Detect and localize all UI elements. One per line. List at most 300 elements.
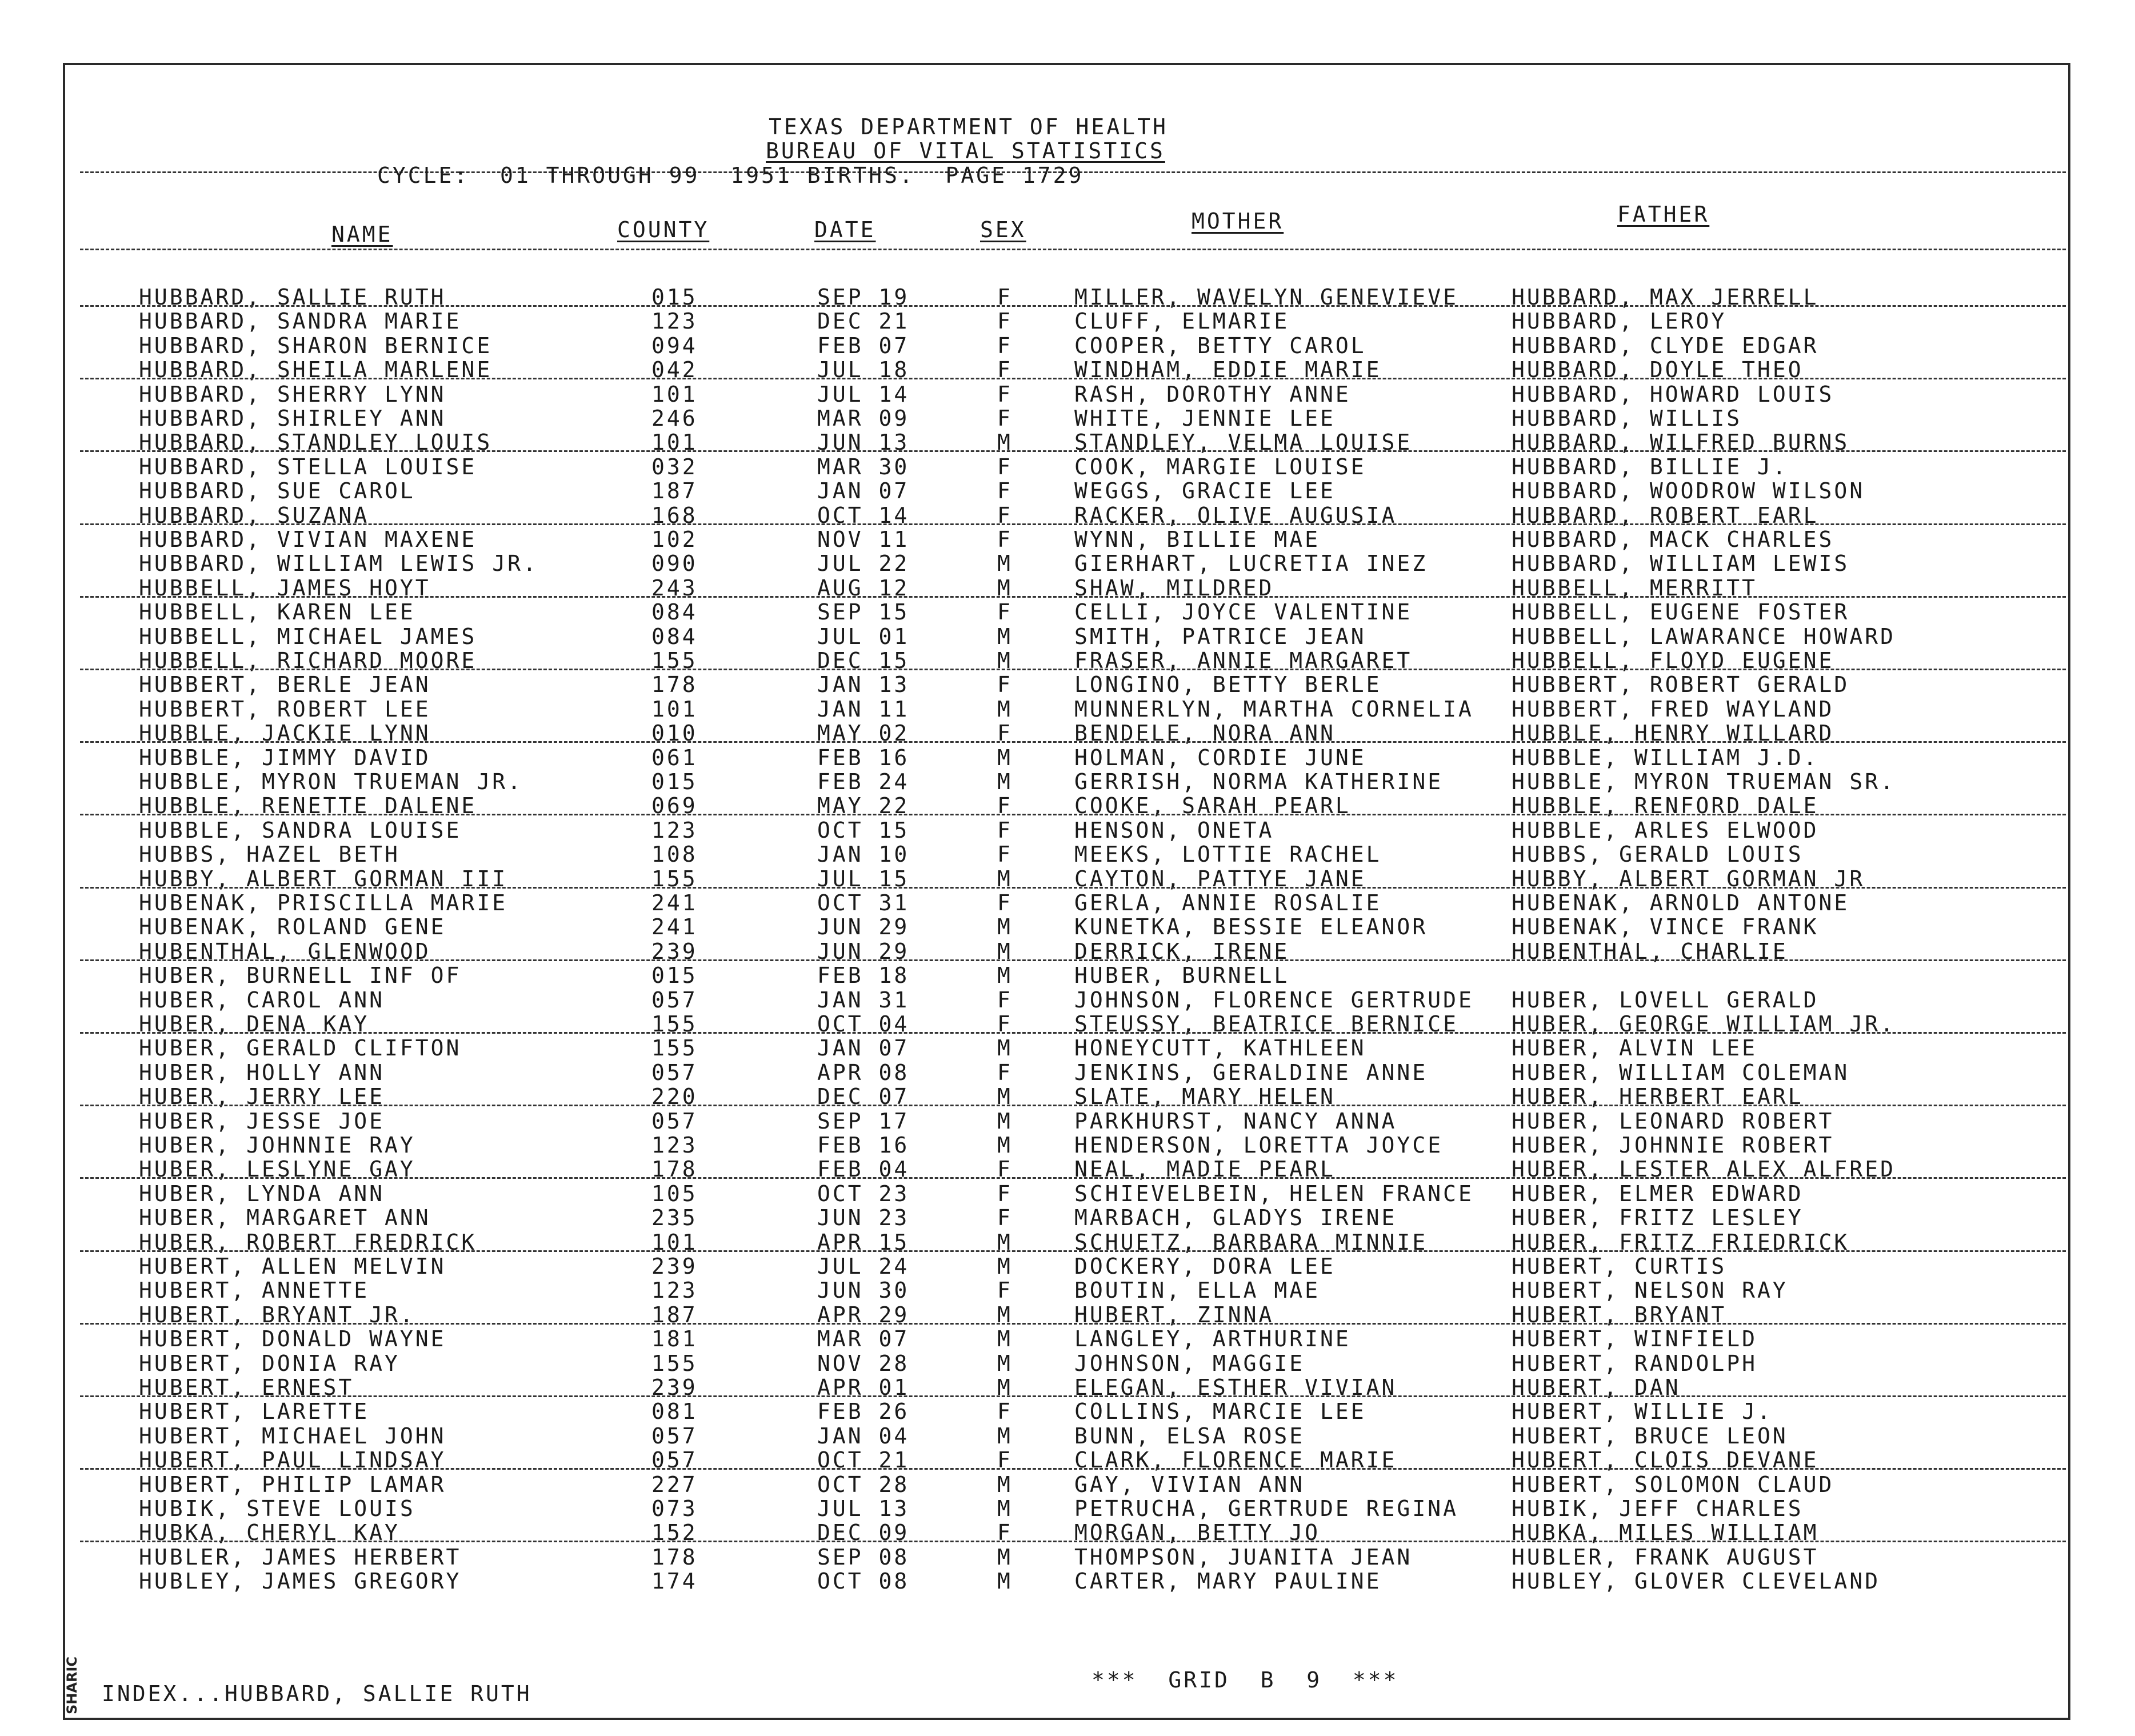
cell-sex: M bbox=[997, 696, 1013, 722]
cell-date: FEB 16 bbox=[817, 1133, 910, 1158]
cell-date: MAR 07 bbox=[817, 1326, 910, 1352]
cell-father: HUBERT, CURTIS bbox=[1512, 1254, 1727, 1279]
cell-mother: CELLI, JOYCE VALENTINE bbox=[1074, 599, 1413, 625]
cell-father: HUBBARD, WILLIAM LEWIS bbox=[1512, 551, 1850, 577]
cell-mother: MEEKS, LOTTIE RACHEL bbox=[1074, 842, 1382, 867]
cell-county: 057 bbox=[651, 1059, 698, 1085]
cell-father: HUBERT, RANDOLPH bbox=[1512, 1350, 1758, 1376]
table-row bbox=[0, 527, 2135, 551]
cell-mother: HOLMAN, CORDIE JUNE bbox=[1074, 745, 1366, 770]
cell-date: JUL 18 bbox=[817, 357, 910, 383]
cell-mother: BOUTIN, ELLA MAE bbox=[1074, 1278, 1321, 1303]
cell-county: 235 bbox=[651, 1205, 698, 1231]
cell-mother: STANDLEY, VELMA LOUISE bbox=[1074, 430, 1413, 455]
cell-father: HUBENAK, ARNOLD ANTONE bbox=[1512, 890, 1850, 915]
table-row bbox=[0, 793, 2135, 817]
department-title: TEXAS DEPARTMENT OF HEALTH bbox=[769, 114, 1168, 139]
cell-date: APR 01 bbox=[817, 1375, 910, 1400]
cell-name: HUBIK, STEVE LOUIS bbox=[139, 1496, 415, 1521]
cell-sex: M bbox=[997, 1496, 1013, 1521]
cell-name: HUBBARD, STANDLEY LOUIS bbox=[139, 430, 493, 455]
cell-date: SEP 15 bbox=[817, 599, 910, 625]
table-row bbox=[0, 745, 2135, 769]
cell-date: NOV 11 bbox=[817, 527, 910, 552]
table-row bbox=[0, 672, 2135, 696]
cell-county: 032 bbox=[651, 454, 698, 479]
cell-date: DEC 07 bbox=[817, 1084, 910, 1110]
cell-sex: F bbox=[997, 1011, 1013, 1037]
cell-name: HUBER, MARGARET ANN bbox=[139, 1205, 431, 1231]
cell-father: HUBBARD, BILLIE J. bbox=[1512, 454, 1788, 479]
cell-father: HUBKA, MILES WILLIAM bbox=[1512, 1520, 1819, 1546]
cell-county: 105 bbox=[651, 1181, 698, 1206]
cell-mother: WHITE, JENNIE LEE bbox=[1074, 406, 1336, 431]
cell-mother: HUBER, BURNELL bbox=[1074, 963, 1290, 989]
cell-father: HUBERT, DAN bbox=[1512, 1375, 1681, 1400]
cell-father: HUBBARD, CLYDE EDGAR bbox=[1512, 333, 1819, 358]
table-row bbox=[0, 890, 2135, 914]
cell-mother: CARTER, MARY PAULINE bbox=[1074, 1569, 1382, 1594]
cell-father: HUBBARD, DOYLE THEO bbox=[1512, 357, 1804, 383]
cell-date: OCT 28 bbox=[817, 1471, 910, 1497]
table-row bbox=[0, 1399, 2135, 1423]
cycle-line: CYCLE: 01 THROUGH 99 1951 BIRTHS. PAGE 1729 bbox=[377, 163, 1084, 188]
cell-sex: M bbox=[997, 1035, 1013, 1061]
cell-county: 102 bbox=[651, 527, 698, 552]
cell-mother: MARBACH, GLADYS IRENE bbox=[1074, 1205, 1397, 1231]
cell-father: HUBBARD, WILLIS bbox=[1512, 406, 1742, 431]
cell-county: 084 bbox=[651, 599, 698, 625]
cell-sex: F bbox=[997, 987, 1013, 1013]
cell-county: 178 bbox=[651, 1157, 698, 1182]
cell-date: OCT 14 bbox=[817, 502, 910, 528]
cell-sex: F bbox=[997, 454, 1013, 479]
table-row bbox=[0, 1569, 2135, 1593]
cell-date: OCT 21 bbox=[817, 1447, 910, 1473]
cell-mother: WEGGS, GRACIE LEE bbox=[1074, 478, 1336, 504]
cell-sex: M bbox=[997, 866, 1013, 891]
cell-date: MAR 30 bbox=[817, 454, 910, 479]
cell-mother: SLATE, MARY HELEN bbox=[1074, 1084, 1336, 1110]
cell-name: HUBERT, PHILIP LAMAR bbox=[139, 1471, 446, 1497]
cell-mother: NEAL, MADIE PEARL bbox=[1074, 1157, 1336, 1182]
cell-sex: F bbox=[997, 1205, 1013, 1231]
cell-name: HUBBARD, WILLIAM LEWIS JR. bbox=[139, 551, 538, 577]
cell-county: 239 bbox=[651, 1375, 698, 1400]
cell-sex: M bbox=[997, 430, 1013, 455]
cell-sex: F bbox=[997, 1278, 1013, 1303]
table-row bbox=[0, 1205, 2135, 1229]
cell-sex: F bbox=[997, 478, 1013, 504]
cell-name: HUBBARD, SHERRY LYNN bbox=[139, 381, 446, 407]
cell-mother: COLLINS, MARCIE LEE bbox=[1074, 1399, 1366, 1425]
cell-sex: M bbox=[997, 963, 1013, 989]
cell-county: 101 bbox=[651, 1229, 698, 1255]
cell-mother: HENDERSON, LORETTA JOYCE bbox=[1074, 1133, 1444, 1158]
table-row bbox=[0, 1423, 2135, 1447]
cell-date: JUL 01 bbox=[817, 623, 910, 649]
table-row bbox=[0, 599, 2135, 623]
cell-father: HUBBARD, MACK CHARLES bbox=[1512, 527, 1834, 552]
table-row bbox=[0, 333, 2135, 357]
cell-sex: F bbox=[997, 842, 1013, 867]
cell-father: HUBER, HERBERT EARL bbox=[1512, 1084, 1804, 1110]
table-row bbox=[0, 1060, 2135, 1084]
cell-mother: GIERHART, LUCRETIA INEZ bbox=[1074, 551, 1428, 577]
cell-county: 061 bbox=[651, 745, 698, 770]
cell-father: HUBBLE, MYRON TRUEMAN SR. bbox=[1512, 769, 1896, 794]
cell-sex: M bbox=[997, 1302, 1013, 1327]
cell-father: HUBBARD, MAX JERRELL bbox=[1512, 285, 1819, 310]
cell-name: HUBER, HOLLY ANN bbox=[139, 1059, 385, 1085]
cell-county: 015 bbox=[651, 769, 698, 794]
cell-name: HUBBLE, JACKIE LYNN bbox=[139, 721, 431, 746]
cell-date: MAR 09 bbox=[817, 406, 910, 431]
cell-name: HUBERT, ALLEN MELVIN bbox=[139, 1254, 446, 1279]
cell-county: 168 bbox=[651, 502, 698, 528]
cell-county: 015 bbox=[651, 963, 698, 989]
cell-date: OCT 15 bbox=[817, 817, 910, 843]
cell-sex: F bbox=[997, 817, 1013, 843]
cell-name: HUBERT, ERNEST bbox=[139, 1375, 354, 1400]
cell-father: HUBBARD, WILFRED BURNS bbox=[1512, 430, 1850, 455]
cell-mother: GERRISH, NORMA KATHERINE bbox=[1074, 769, 1444, 794]
column-header-date: DATE bbox=[814, 217, 876, 242]
cell-county: 057 bbox=[651, 1447, 698, 1473]
cell-name: HUBBELL, JAMES HOYT bbox=[139, 575, 431, 601]
cell-county: 101 bbox=[651, 430, 698, 455]
cell-mother: SCHIEVELBEIN, HELEN FRANCE bbox=[1074, 1181, 1474, 1206]
cell-county: 246 bbox=[651, 406, 698, 431]
cell-mother: CAYTON, PATTYE JANE bbox=[1074, 866, 1366, 891]
table-row bbox=[0, 769, 2135, 793]
cell-father: HUBBARD, HOWARD LOUIS bbox=[1512, 381, 1834, 407]
cell-date: JUL 24 bbox=[817, 1254, 910, 1279]
cell-county: 042 bbox=[651, 357, 698, 383]
table-row bbox=[0, 1326, 2135, 1350]
cell-mother: RACKER, OLIVE AUGUSIA bbox=[1074, 502, 1397, 528]
cell-sex: M bbox=[997, 1254, 1013, 1279]
cell-mother: SCHUETZ, BARBARA MINNIE bbox=[1074, 1229, 1428, 1255]
table-row bbox=[0, 648, 2135, 672]
cell-sex: M bbox=[997, 1108, 1013, 1134]
cell-date: NOV 28 bbox=[817, 1350, 910, 1376]
cell-mother: JOHNSON, FLORENCE GERTRUDE bbox=[1074, 987, 1474, 1013]
index-footer: INDEX...HUBBARD, SALLIE RUTH bbox=[102, 1681, 532, 1706]
cell-sex: M bbox=[997, 575, 1013, 601]
cell-county: 123 bbox=[651, 1133, 698, 1158]
cell-name: HUBBLE, RENETTE DALENE bbox=[139, 793, 477, 819]
table-row bbox=[0, 503, 2135, 527]
column-header-mother: MOTHER bbox=[1192, 209, 1284, 234]
cell-father: HUBENAK, VINCE FRANK bbox=[1512, 914, 1819, 940]
cell-father: HUBER, JOHNNIE ROBERT bbox=[1512, 1133, 1834, 1158]
cell-name: HUBENAK, PRISCILLA MARIE bbox=[139, 890, 508, 915]
cell-sex: F bbox=[997, 406, 1013, 431]
cell-sex: F bbox=[997, 1059, 1013, 1085]
cell-county: 057 bbox=[651, 987, 698, 1013]
cell-county: 181 bbox=[651, 1326, 698, 1352]
cell-county: 101 bbox=[651, 696, 698, 722]
cell-county: 155 bbox=[651, 648, 698, 673]
cell-mother: HUBERT, ZINNA bbox=[1074, 1302, 1274, 1327]
side-stamp: SHARIC bbox=[64, 1657, 80, 1714]
cell-sex: F bbox=[997, 672, 1013, 698]
cell-mother: SHAW, MILDRED bbox=[1074, 575, 1274, 601]
cell-father: HUBERT, SOLOMON CLAUD bbox=[1512, 1471, 1834, 1497]
cell-sex: M bbox=[997, 938, 1013, 964]
cell-father: HUBBELL, FLOYD EUGENE bbox=[1512, 648, 1834, 673]
cell-mother: STEUSSY, BEATRICE BERNICE bbox=[1074, 1011, 1458, 1037]
cell-mother: HONEYCUTT, KATHLEEN bbox=[1074, 1035, 1366, 1061]
cell-name: HUBLEY, JAMES GREGORY bbox=[139, 1569, 462, 1594]
cell-sex: F bbox=[997, 285, 1013, 310]
cell-name: HUBERT, DONALD WAYNE bbox=[139, 1326, 446, 1352]
cell-sex: M bbox=[997, 1471, 1013, 1497]
cell-date: JUN 29 bbox=[817, 914, 910, 940]
cell-date: MAY 02 bbox=[817, 721, 910, 746]
cell-county: 090 bbox=[651, 551, 698, 577]
cell-mother: LONGINO, BETTY BERLE bbox=[1074, 672, 1382, 698]
table-row bbox=[0, 454, 2135, 478]
cell-date: JUL 15 bbox=[817, 866, 910, 891]
cell-name: HUBBLE, JIMMY DAVID bbox=[139, 745, 431, 770]
cell-date: DEC 21 bbox=[817, 309, 910, 334]
cell-name: HUBBERT, ROBERT LEE bbox=[139, 696, 431, 722]
cell-sex: F bbox=[997, 721, 1013, 746]
cell-date: FEB 24 bbox=[817, 769, 910, 794]
table-row bbox=[0, 1109, 2135, 1133]
cell-county: 243 bbox=[651, 575, 698, 601]
cell-name: HUBERT, MICHAEL JOHN bbox=[139, 1423, 446, 1449]
cell-mother: COOK, MARGIE LOUISE bbox=[1074, 454, 1366, 479]
cell-father: HUBBELL, LAWARANCE HOWARD bbox=[1512, 623, 1896, 649]
table-row bbox=[0, 963, 2135, 987]
cell-sex: M bbox=[997, 1133, 1013, 1158]
cell-name: HUBERT, BRYANT JR. bbox=[139, 1302, 415, 1327]
cell-mother: PETRUCHA, GERTRUDE REGINA bbox=[1074, 1496, 1458, 1521]
cell-date: OCT 04 bbox=[817, 1011, 910, 1037]
cell-name: HUBBY, ALBERT GORMAN III bbox=[139, 866, 508, 891]
cell-name: HUBER, ROBERT FREDRICK bbox=[139, 1229, 477, 1255]
cell-date: JUN 29 bbox=[817, 938, 910, 964]
cell-date: DEC 15 bbox=[817, 648, 910, 673]
cell-father: HUBBLE, HENRY WILLARD bbox=[1512, 721, 1834, 746]
cell-name: HUBBELL, MICHAEL JAMES bbox=[139, 623, 477, 649]
cell-name: HUBER, CAROL ANN bbox=[139, 987, 385, 1013]
cell-mother: THOMPSON, JUANITA JEAN bbox=[1074, 1544, 1413, 1570]
cell-county: 084 bbox=[651, 623, 698, 649]
table-row bbox=[0, 842, 2135, 866]
cell-mother: RASH, DOROTHY ANNE bbox=[1074, 381, 1351, 407]
table-row bbox=[0, 1545, 2135, 1569]
cell-father: HUBERT, WILLIE J. bbox=[1512, 1399, 1773, 1425]
cell-mother: CLUFF, ELMARIE bbox=[1074, 309, 1290, 334]
cell-date: FEB 26 bbox=[817, 1399, 910, 1425]
cell-sex: F bbox=[997, 333, 1013, 358]
cell-sex: F bbox=[997, 309, 1013, 334]
cell-county: 069 bbox=[651, 793, 698, 819]
table-row bbox=[0, 1520, 2135, 1544]
cell-name: HUBBERT, BERLE JEAN bbox=[139, 672, 431, 698]
cell-county: 123 bbox=[651, 1278, 698, 1303]
cell-mother: BENDELE, NORA ANN bbox=[1074, 721, 1336, 746]
cell-date: SEP 08 bbox=[817, 1544, 910, 1570]
cell-mother: WYNN, BILLIE MAE bbox=[1074, 527, 1321, 552]
cell-county: 227 bbox=[651, 1471, 698, 1497]
table-row bbox=[0, 987, 2135, 1011]
cell-sex: M bbox=[997, 623, 1013, 649]
cell-date: JUN 13 bbox=[817, 430, 910, 455]
cell-sex: F bbox=[997, 793, 1013, 819]
cell-father: HUBER, LOVELL GERALD bbox=[1512, 987, 1819, 1013]
cell-sex: M bbox=[997, 648, 1013, 673]
cell-father: HUBERT, NELSON RAY bbox=[1512, 1278, 1788, 1303]
cell-sex: F bbox=[997, 1447, 1013, 1473]
cell-father: HUBER, FRITZ FRIEDRICK bbox=[1512, 1229, 1850, 1255]
cell-county: 178 bbox=[651, 1544, 698, 1570]
cell-sex: M bbox=[997, 1084, 1013, 1110]
cell-father: HUBBS, GERALD LOUIS bbox=[1512, 842, 1804, 867]
cell-name: HUBERT, ANNETTE bbox=[139, 1278, 370, 1303]
cell-name: HUBER, LYNDA ANN bbox=[139, 1181, 385, 1206]
cell-date: OCT 31 bbox=[817, 890, 910, 915]
cell-county: 057 bbox=[651, 1423, 698, 1449]
cell-county: 108 bbox=[651, 842, 698, 867]
cell-county: 123 bbox=[651, 309, 698, 334]
cell-father: HUBBY, ALBERT GORMAN JR bbox=[1512, 866, 1865, 891]
cell-mother: CLARK, FLORENCE MARIE bbox=[1074, 1447, 1397, 1473]
cell-date: JUL 13 bbox=[817, 1496, 910, 1521]
cell-father: HUBBLE, RENFORD DALE bbox=[1512, 793, 1819, 819]
table-row bbox=[0, 1447, 2135, 1471]
cell-county: 241 bbox=[651, 890, 698, 915]
cell-name: HUBERT, PAUL LINDSAY bbox=[139, 1447, 446, 1473]
cell-name: HUBER, BURNELL INF OF bbox=[139, 963, 462, 989]
cell-date: FEB 16 bbox=[817, 745, 910, 770]
table-row bbox=[0, 575, 2135, 599]
cell-date: FEB 07 bbox=[817, 333, 910, 358]
cell-name: HUBBARD, SALLIE RUTH bbox=[139, 285, 446, 310]
cell-date: JAN 31 bbox=[817, 987, 910, 1013]
cell-sex: F bbox=[997, 1181, 1013, 1206]
cell-date: JUL 22 bbox=[817, 551, 910, 577]
cell-father: HUBBERT, ROBERT GERALD bbox=[1512, 672, 1850, 698]
cell-sex: F bbox=[997, 381, 1013, 407]
table-row bbox=[0, 1302, 2135, 1326]
cell-date: JAN 11 bbox=[817, 696, 910, 722]
cell-name: HUBLER, JAMES HERBERT bbox=[139, 1544, 462, 1570]
bureau-title: BUREAU OF VITAL STATISTICS bbox=[766, 138, 1165, 163]
cell-name: HUBBARD, STELLA LOUISE bbox=[139, 454, 477, 479]
cell-sex: M bbox=[997, 745, 1013, 770]
cell-father: HUBBARD, WOODROW WILSON bbox=[1512, 478, 1865, 504]
table-row bbox=[0, 914, 2135, 938]
table-row bbox=[0, 357, 2135, 381]
cell-father: HUBER, FRITZ LESLEY bbox=[1512, 1205, 1804, 1231]
cell-date: APR 08 bbox=[817, 1059, 910, 1085]
cell-name: HUBER, LESLYNE GAY bbox=[139, 1157, 415, 1182]
cell-mother: DERRICK, IRENE bbox=[1074, 938, 1290, 964]
table-row bbox=[0, 382, 2135, 406]
table-row bbox=[0, 1084, 2135, 1108]
cell-father: HUBBLE, ARLES ELWOOD bbox=[1512, 817, 1819, 843]
cell-county: 155 bbox=[651, 866, 698, 891]
cell-name: HUBBARD, SUE CAROL bbox=[139, 478, 415, 504]
cell-sex: F bbox=[997, 502, 1013, 528]
cell-mother: BUNN, ELSA ROSE bbox=[1074, 1423, 1305, 1449]
cell-name: HUBENAK, ROLAND GENE bbox=[139, 914, 446, 940]
table-row bbox=[0, 1035, 2135, 1059]
cell-date: JUN 30 bbox=[817, 1278, 910, 1303]
cell-mother: LANGLEY, ARTHURINE bbox=[1074, 1326, 1351, 1352]
cell-mother: GERLA, ANNIE ROSALIE bbox=[1074, 890, 1382, 915]
cell-father: HUBERT, BRUCE LEON bbox=[1512, 1423, 1788, 1449]
table-row bbox=[0, 818, 2135, 842]
cell-sex: M bbox=[997, 1375, 1013, 1400]
cell-sex: M bbox=[997, 1569, 1013, 1594]
table-row bbox=[0, 939, 2135, 963]
cell-date: JUL 14 bbox=[817, 381, 910, 407]
table-row bbox=[0, 721, 2135, 745]
cell-date: JUN 23 bbox=[817, 1205, 910, 1231]
cell-date: MAY 22 bbox=[817, 793, 910, 819]
cell-father: HUBER, LEONARD ROBERT bbox=[1512, 1108, 1834, 1134]
cell-name: HUBBARD, SHIRLEY ANN bbox=[139, 406, 446, 431]
cell-name: HUBBLE, MYRON TRUEMAN JR. bbox=[139, 769, 523, 794]
cell-father: HUBER, ELMER EDWARD bbox=[1512, 1181, 1804, 1206]
cell-name: HUBKA, CHERYL KAY bbox=[139, 1520, 400, 1546]
cell-county: 123 bbox=[651, 817, 698, 843]
cell-sex: M bbox=[997, 1229, 1013, 1255]
cell-sex: F bbox=[997, 1399, 1013, 1425]
cell-sex: M bbox=[997, 1423, 1013, 1449]
cell-mother: HENSON, ONETA bbox=[1074, 817, 1274, 843]
cell-county: 239 bbox=[651, 1254, 698, 1279]
cell-county: 241 bbox=[651, 914, 698, 940]
cell-sex: M bbox=[997, 1544, 1013, 1570]
cell-name: HUBERT, DONIA RAY bbox=[139, 1350, 400, 1376]
table-row bbox=[0, 624, 2135, 648]
cell-name: HUBBARD, SHARON BERNICE bbox=[139, 333, 493, 358]
column-header-county: COUNTY bbox=[617, 217, 710, 242]
table-row bbox=[0, 1375, 2135, 1399]
cell-date: APR 15 bbox=[817, 1229, 910, 1255]
cell-father: HUBBARD, LEROY bbox=[1512, 309, 1727, 334]
cell-name: HUBBELL, RICHARD MOORE bbox=[139, 648, 477, 673]
cell-mother: MORGAN, BETTY JO bbox=[1074, 1520, 1321, 1546]
table-row bbox=[0, 309, 2135, 333]
cell-sex: M bbox=[997, 914, 1013, 940]
cell-county: 155 bbox=[651, 1011, 698, 1037]
column-header-father: FATHER bbox=[1617, 202, 1710, 227]
cell-date: JAN 13 bbox=[817, 672, 910, 698]
cell-name: HUBBLE, SANDRA LOUISE bbox=[139, 817, 462, 843]
cell-name: HUBER, JESSE JOE bbox=[139, 1108, 385, 1134]
cell-father: HUBER, WILLIAM COLEMAN bbox=[1512, 1059, 1850, 1085]
cell-county: 155 bbox=[651, 1035, 698, 1061]
table-row bbox=[0, 1472, 2135, 1496]
table-row bbox=[0, 1230, 2135, 1254]
cell-father: HUBERT, BRYANT bbox=[1512, 1302, 1727, 1327]
cell-mother: ELEGAN, ESTHER VIVIAN bbox=[1074, 1375, 1397, 1400]
cell-date: SEP 19 bbox=[817, 285, 910, 310]
cell-date: DEC 09 bbox=[817, 1520, 910, 1546]
cell-father: HUBER, ALVIN LEE bbox=[1512, 1035, 1758, 1061]
cell-father: HUBLER, FRANK AUGUST bbox=[1512, 1544, 1819, 1570]
cell-sex: M bbox=[997, 1350, 1013, 1376]
table-row bbox=[0, 1157, 2135, 1181]
